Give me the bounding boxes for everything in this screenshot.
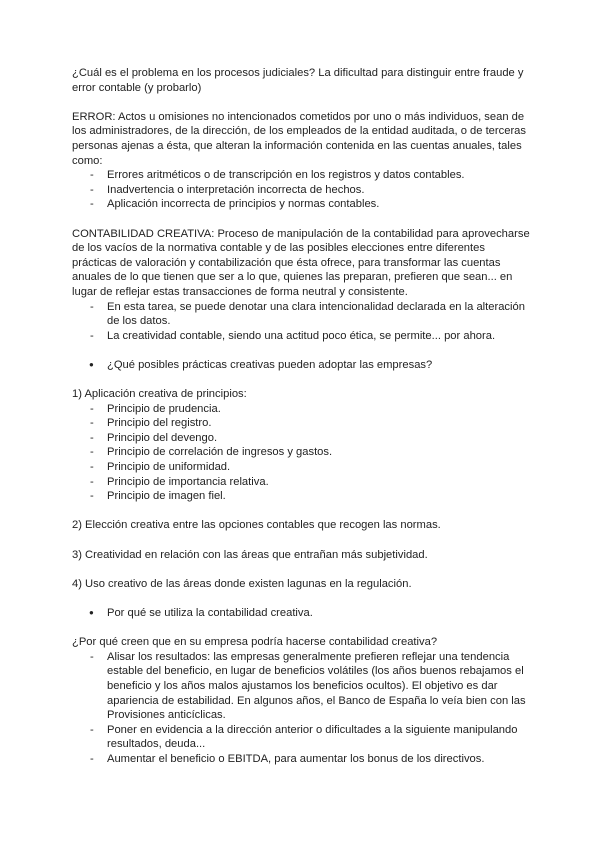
error-list bbox=[72, 168, 532, 212]
point-4: 4) Uso creativo de las áreas donde existen lagunas en la regulación. bbox=[72, 577, 412, 590]
list-item: - Poner en evidencia a la dirección anterior o dificultades a la siguiente manipulando resultados, deuda... bbox=[72, 723, 532, 752]
intro-question: ¿Cuál es el problema en los procesos judiciales? La dificultad para distinguir entre fraude y error contable (y probarlo) bbox=[72, 67, 524, 94]
list-item: - Aplicación incorrecta de principios y normas contables. bbox=[72, 197, 532, 212]
list-item: - Inadvertencia o interpretación incorrecta de hechos. bbox=[72, 183, 532, 198]
list-item: - Principio de correlación de ingresos y gastos. bbox=[72, 445, 532, 460]
list-item: - Principio de importancia relativa. bbox=[72, 475, 532, 490]
principles-list bbox=[72, 402, 532, 504]
practices-question: ● ¿Qué posibles prácticas creativas pueden adoptar las empresas? bbox=[72, 358, 532, 373]
document-page bbox=[72, 66, 532, 767]
list-item: - Principio de uniformidad. bbox=[72, 460, 532, 475]
point-2: 2) Elección creativa entre las opciones contables que recogen las normas. bbox=[72, 519, 441, 532]
practices-bullet-list bbox=[72, 358, 532, 373]
list-item: - En esta tarea, se puede denotar una clara intencionalidad declarada en la alteración de los datos. bbox=[72, 300, 532, 329]
why-bullet-list bbox=[72, 606, 532, 621]
why-company-question: ¿Por qué creen que en su empresa podría hacerse contabilidad creativa? bbox=[72, 636, 438, 649]
why-bullet: ● Por qué se utiliza la contabilidad creativa. bbox=[72, 606, 532, 621]
error-definition: ERROR: Actos u omisiones no intencionados cometidos por uno o más individuos, sean de los administradores, de la dirección, de los empleados de la entidad auditada, o de terceras personas ajenas a ésta, que alteran la información contenida en las cuentas anuales, tales como: bbox=[72, 110, 526, 167]
why-company-list bbox=[72, 650, 532, 767]
list-item: - Alisar los resultados: las empresas generalmente prefieren reflejar una tendencia estable del beneficio, en lugar de beneficios volátiles (los años buenos rebajamos el beneficio y los años malos ajustamos los beneficios ocultos). El objetivo es dar apariencia de estabilidad. En algunos años, el Banco de España lo veía bien con las Provisiones anticíclicas. bbox=[72, 650, 532, 723]
list-item: - Aumentar el beneficio o EBITDA, para aumentar los bonus de los directivos. bbox=[72, 752, 532, 767]
list-item: - Principio del registro. bbox=[72, 416, 532, 431]
point-3: 3) Creatividad en relación con las áreas que entrañan más subjetividad. bbox=[72, 548, 428, 561]
list-item: - Errores aritméticos o de transcripción en los registros y datos contables. bbox=[72, 168, 532, 183]
list-item: - La creatividad contable, siendo una actitud poco ética, se permite... por ahora. bbox=[72, 329, 532, 344]
principles-heading: 1) Aplicación creativa de principios: bbox=[72, 388, 247, 401]
list-item: - Principio de prudencia. bbox=[72, 402, 532, 417]
list-item: - Principio de imagen fiel. bbox=[72, 489, 532, 504]
list-item: - Principio del devengo. bbox=[72, 431, 532, 446]
creative-list bbox=[72, 300, 532, 344]
creative-accounting-definition: CONTABILIDAD CREATIVA: Proceso de manipulación de la contabilidad para aprovecharse de los vacíos de la normativa contable y de las posibles elecciones entre diferentes prácticas de valoración y contabilización que ésta ofrece, para transformar las cuentas anuales de lo que tienen que ser a lo que, quienes las preparan, prefieren que sean... en lugar de reflejar estas transacciones de forma neutral y consistente. bbox=[72, 227, 530, 298]
